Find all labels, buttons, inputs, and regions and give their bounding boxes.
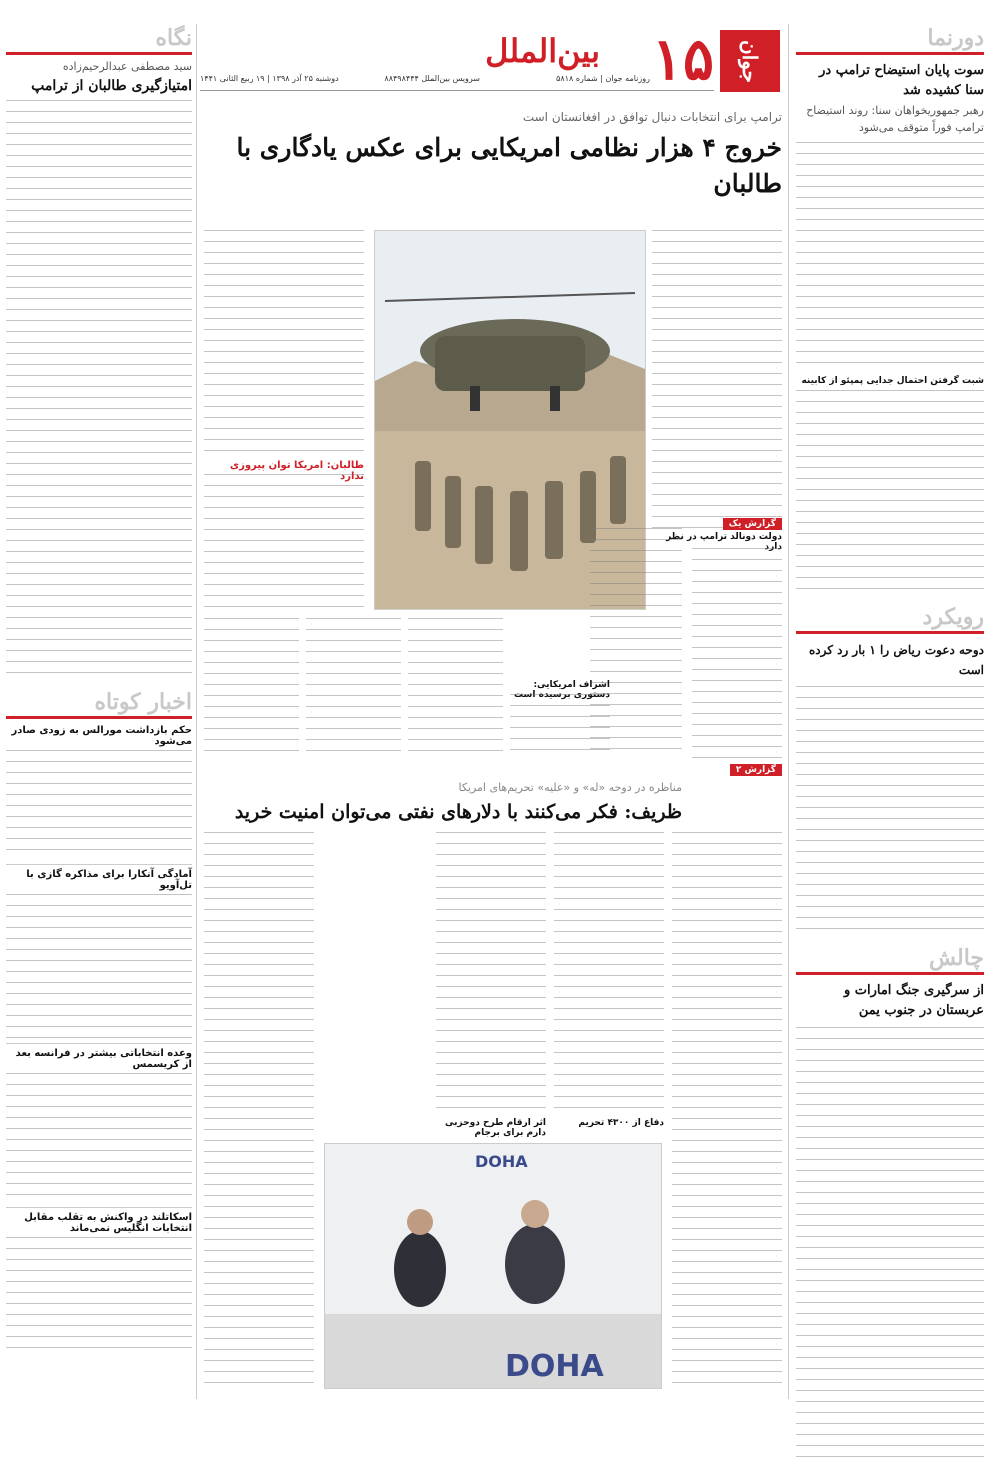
story2-text <box>204 832 314 1392</box>
page-name: بین‌الملل <box>485 32 600 70</box>
story2-text <box>436 832 546 1112</box>
brief-headline: وعده انتخاباتی بیشتر در فرانسه بعد از کریسمس <box>15 1047 192 1070</box>
editor-phone: ۸۸۴۹۸۴۴۴ <box>384 74 419 83</box>
brief-divider <box>6 1043 192 1044</box>
main-article-text <box>204 618 299 758</box>
doha-photo <box>324 1143 662 1389</box>
right-article-text <box>796 686 984 936</box>
author-name: سید مصطفی عبدالرحیم‌زاده <box>62 60 192 73</box>
left-column <box>6 24 192 1404</box>
main-article-text <box>306 618 401 758</box>
report-tag: گزارش ۲ <box>730 764 782 776</box>
main-article-text <box>692 548 782 758</box>
main-article-text <box>204 230 364 456</box>
right-subheadline: رهبر جمهوریخواهان سنا: روند استیضاح ترامپ فوراً متوقف می‌شود <box>806 104 984 134</box>
section-title-negah: نگاه <box>6 24 192 55</box>
story2-headline: ظریف: فکر می‌کنند با دلارهای نفتی می‌توان امنیت خرید <box>234 801 682 823</box>
inline-subhead: شبت گرفتن احتمال جدایی پمپئو از کابینه <box>801 376 984 386</box>
column-rule <box>788 24 789 1399</box>
main-kicker: ترامپ برای انتخابات دنبال توافق در افغانستان است <box>522 110 782 124</box>
masthead-rule <box>200 90 714 91</box>
lead-intro: دولت دونالد ترامپ در نظر دارد <box>666 532 782 552</box>
story2-kicker: مناظره در دوحه «له» و «علیه» تحریم‌های امریکا <box>458 781 682 794</box>
newspaper-logo <box>720 30 780 92</box>
brief-body <box>6 1073 192 1203</box>
main-article-text <box>510 694 610 758</box>
center-column <box>204 108 782 1400</box>
subhead: طالبان: امریکا توان پیروزی ندارد <box>229 460 364 482</box>
brief-headline: آمادگی آنکارا برای مذاکره گازی با تل‌آویو <box>26 868 192 891</box>
right-headline: از سرگیری جنگ امارات و عربستان در جنوب یمن <box>843 983 984 1018</box>
story2-text <box>672 832 782 1392</box>
section-title-rooykard: رویکرد <box>796 603 984 634</box>
editor-label: سرویس بین‌الملل ۸۸۴۹۸۴۴۴ <box>384 74 480 83</box>
column-headline: امتیازگیری طالبان از ترامپ <box>31 77 192 94</box>
brief-headline: اسکاتلند در واکنش به تقلب مقابل انتخابات انگلیس نمی‌ماند <box>24 1211 192 1234</box>
subhead: اثر ارقام طرح دوحزبی دارم برای برجام <box>445 1118 546 1138</box>
masthead <box>200 25 780 100</box>
paper-info: روزنامه جوان | شماره ۵۸۱۸ <box>556 74 650 83</box>
subhead: اشراف امریکایی: دستوری برسیده است <box>514 680 610 700</box>
doha-logo-text: DOHA <box>505 1349 604 1384</box>
story2-text <box>554 832 664 1112</box>
report-tag: گزارش یک <box>723 518 782 530</box>
right-headline: دوحه دعوت ریاض را ۱ بار رد کرده است <box>808 643 984 677</box>
issue-info: دوشنبه ۲۵ آذر ۱۳۹۸ | ۱۹ ربیع الثانی ۱۴۴۱ <box>200 74 339 83</box>
brief-body <box>6 894 192 1039</box>
brief-divider <box>6 1207 192 1208</box>
subhead: دفاع از ۴۳۰۰ تحریم <box>578 1118 664 1128</box>
right-column <box>796 24 984 1404</box>
right-article-text <box>796 1027 984 1467</box>
column-body-text <box>6 100 192 680</box>
main-article-text <box>652 230 782 530</box>
section-title-briefs: اخبار کوتاه <box>6 688 192 719</box>
section-title-doornama: دورنما <box>796 24 984 55</box>
main-headline: خروج ۴ هزار نظامی امریکایی برای عکس یادگاری با طالبان <box>236 133 782 198</box>
page-number: ۱۵ <box>651 25 714 93</box>
right-article-text <box>796 142 984 372</box>
logo-text: جوان <box>738 39 762 83</box>
right-headline: سوت پایان استیضاح ترامپ در سنا کشیده شد <box>819 63 984 98</box>
right-article-text <box>796 390 984 595</box>
brief-body <box>6 1237 192 1357</box>
brief-headline: حکم بازداشت مورالس به زودی صادر می‌شود <box>11 724 192 747</box>
main-article-text <box>204 474 364 608</box>
main-article-text <box>408 618 503 758</box>
brief-divider <box>6 864 192 865</box>
brief-body <box>6 750 192 860</box>
section-title-chalesh: چالش <box>796 944 984 975</box>
doha-forum-illustration <box>325 1144 661 1388</box>
column-rule <box>196 24 197 1399</box>
doha-logo-text: DOHA <box>475 1152 528 1171</box>
